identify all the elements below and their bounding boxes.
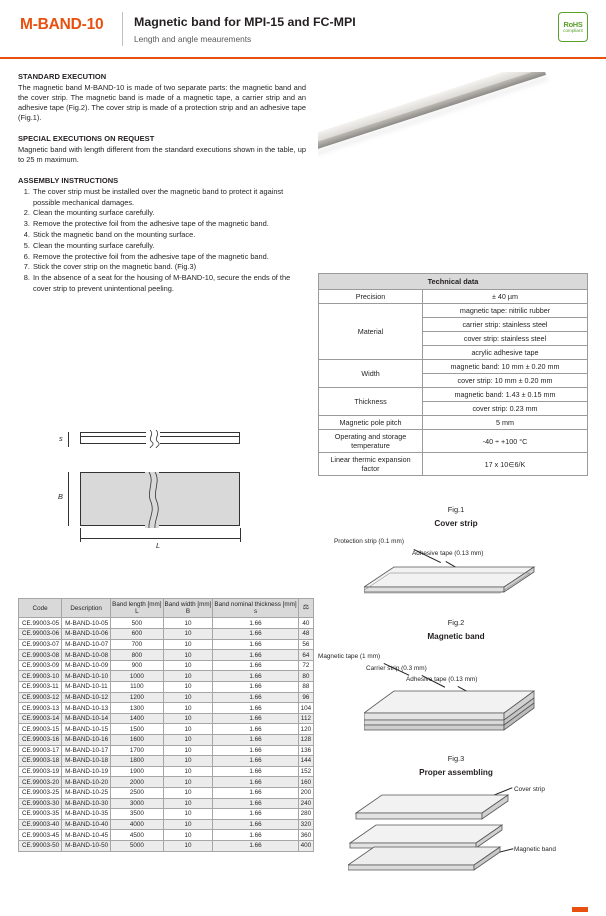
fig3-caption: Fig.3	[447, 754, 465, 763]
tech-value-thickness-1: magnetic band: 1.43 ± 0.15 mm	[423, 388, 588, 402]
cell-weight: 280	[298, 809, 314, 820]
table-row	[19, 639, 314, 650]
cell-description: M-BAND-10-50	[62, 840, 111, 851]
fig1-label-protection-strip: Protection strip (0.1 mm)	[334, 538, 404, 545]
list-item: 3. Remove the protective foil from the adhesive tape of the magnetic band.	[32, 219, 306, 229]
col-header-band-width-line1: Band width [mm]	[164, 601, 212, 608]
dimension-drawing	[56, 410, 266, 570]
order-table-header-row	[19, 599, 314, 618]
fig3-title: Proper assembling	[419, 768, 493, 777]
cell-length: 1600	[111, 735, 163, 746]
cell-description: M-BAND-10-40	[62, 819, 111, 830]
order-table	[18, 598, 314, 852]
dim-s-line	[68, 432, 69, 447]
cell-description: M-BAND-10-14	[62, 713, 111, 724]
table-row	[19, 787, 314, 798]
cell-description: M-BAND-10-13	[62, 703, 111, 714]
cell-code: CE.99003-45	[19, 830, 62, 841]
cell-length: 1700	[111, 745, 163, 756]
dim-label-l: L	[156, 541, 161, 550]
cell-weight: 64	[298, 650, 314, 661]
cell-thickness: 1.66	[213, 629, 298, 640]
table-row	[19, 692, 314, 703]
cell-code: CE.99003-05	[19, 618, 62, 629]
cell-width: 10	[163, 830, 213, 841]
cell-code: CE.99003-08	[19, 650, 62, 661]
cell-width: 10	[163, 819, 213, 830]
cell-description: M-BAND-10-05	[62, 618, 111, 629]
cell-width: 10	[163, 671, 213, 682]
cell-thickness: 1.66	[213, 671, 298, 682]
cell-weight: 128	[298, 735, 314, 746]
table-row	[319, 290, 588, 304]
fig2-caption: Fig.2	[447, 618, 465, 627]
cell-length: 1800	[111, 756, 163, 767]
cell-code: CE.99003-11	[19, 682, 62, 693]
cell-code: CE.99003-40	[19, 819, 62, 830]
cell-code: CE.99003-10	[19, 671, 62, 682]
tech-label-thickness: Thickness	[319, 388, 423, 416]
cell-weight: 360	[298, 830, 314, 841]
list-item: 1. The cover strip must be installed over the magnetic band to protect it against possible mechanical damages.	[32, 187, 306, 207]
table-row	[19, 660, 314, 671]
cell-weight: 240	[298, 798, 314, 809]
cell-width: 10	[163, 692, 213, 703]
technical-data-header: Technical data	[319, 274, 588, 290]
cell-thickness: 1.66	[213, 692, 298, 703]
col-header-band-thickness-line1: Band nominal thickness [mm]	[214, 601, 297, 608]
cell-width: 10	[163, 713, 213, 724]
list-item: 5. Clean the mounting surface carefully.	[32, 241, 306, 251]
cell-description: M-BAND-10-08	[62, 650, 111, 661]
rohs-label-primary: RoHS	[563, 19, 583, 29]
col-header-band-length	[111, 599, 163, 618]
cell-weight: 160	[298, 777, 314, 788]
dim-b-line	[68, 472, 69, 526]
cell-description: M-BAND-10-20	[62, 777, 111, 788]
cell-weight: 40	[298, 618, 314, 629]
cell-description: M-BAND-10-19	[62, 766, 111, 777]
fig2-label-adhesive-tape: Adhesive tape (0.13 mm)	[406, 676, 478, 683]
cell-description: M-BAND-10-16	[62, 735, 111, 746]
cell-code: CE.99003-35	[19, 809, 62, 820]
dim-l-tick-right	[240, 528, 241, 542]
list-item: 8. In the absence of a seat for the housing of M-BAND-10, secure the ends of the cover strip to prevent unintentional peeling.	[32, 273, 306, 293]
tech-value-material-4: acrylic adhesive tape	[423, 346, 588, 360]
tech-label-temperature: Operating and storage temperature	[319, 430, 423, 453]
fig1-label-adhesive-tape: Adhesive tape (0.13 mm)	[412, 550, 484, 557]
cell-width: 10	[163, 682, 213, 693]
cell-weight: 72	[298, 660, 314, 671]
top-view-box	[80, 472, 240, 526]
cell-weight: 200	[298, 787, 314, 798]
cell-code: CE.99003-07	[19, 639, 62, 650]
tech-value-precision: ± 40 µm	[423, 290, 588, 304]
cell-length: 4500	[111, 830, 163, 841]
cell-width: 10	[163, 787, 213, 798]
list-item: 7. Stick the cover strip on the magnetic band. (Fig.3)	[32, 262, 306, 272]
cell-thickness: 1.66	[213, 639, 298, 650]
cell-code: CE.99003-09	[19, 660, 62, 671]
cell-thickness: 1.66	[213, 682, 298, 693]
technical-data-table	[318, 273, 588, 476]
table-row	[19, 840, 314, 851]
cell-weight: 56	[298, 639, 314, 650]
col-header-code: Code	[19, 599, 62, 618]
fig3-proper-assembling-drawing	[348, 791, 528, 871]
cell-description: M-BAND-10-09	[62, 660, 111, 671]
table-row	[319, 304, 588, 318]
table-row	[19, 618, 314, 629]
fig1-cover-strip-drawing	[364, 561, 554, 609]
col-header-description: Description	[62, 599, 111, 618]
section-body-standard-execution: The magnetic band M-BAND-10 is made of two separate parts: the magnetic band and the cover strip. The magnetic band is made of a magnetic tape, a carrier strip and an adhesive tape (Fig.2). The cover strip is made of a protection strip and an adhesive tape (Fig.1).	[18, 83, 306, 123]
tech-value-material-1: magnetic tape: nitrilic rubber	[423, 304, 588, 318]
rohs-label-secondary: compliant	[563, 27, 583, 33]
tech-value-material-3: cover strip: stainless steel	[423, 332, 588, 346]
col-header-band-thickness	[213, 599, 298, 618]
cell-description: M-BAND-10-15	[62, 724, 111, 735]
fig2-label-carrier-strip: Carrier strip (0.3 mm)	[366, 665, 427, 672]
cell-width: 10	[163, 618, 213, 629]
cell-length: 1200	[111, 692, 163, 703]
section-body-special-executions: Magnetic band with length different from the standard executions shown in the table, up to 25 m maximum.	[18, 145, 306, 165]
col-header-band-width-line2: B	[185, 608, 191, 616]
cell-thickness: 1.66	[213, 819, 298, 830]
cell-width: 10	[163, 777, 213, 788]
cell-length: 1100	[111, 682, 163, 693]
page-header	[0, 0, 606, 58]
cell-description: M-BAND-10-17	[62, 745, 111, 756]
tech-label-expansion: Linear thermic expansion factor	[319, 453, 423, 476]
cell-description: M-BAND-10-45	[62, 830, 111, 841]
cell-weight: 144	[298, 756, 314, 767]
cell-code: CE.99003-15	[19, 724, 62, 735]
footer-accent-mark	[572, 907, 588, 912]
cell-thickness: 1.66	[213, 840, 298, 851]
cell-thickness: 1.66	[213, 650, 298, 661]
table-row	[19, 713, 314, 724]
cell-thickness: 1.66	[213, 713, 298, 724]
cell-code: CE.99003-18	[19, 756, 62, 767]
list-item: 4. Stick the magnetic band on the mounting surface.	[32, 230, 306, 240]
table-row	[19, 766, 314, 777]
table-row	[19, 830, 314, 841]
col-header-weight	[298, 599, 314, 618]
table-row	[319, 416, 588, 430]
order-table-body	[19, 618, 314, 851]
strip-lower-layer	[80, 437, 240, 444]
tech-value-thickness-2: cover strip: 0.23 mm	[423, 402, 588, 416]
tech-value-material-2: carrier strip: stainless steel	[423, 318, 588, 332]
tech-value-pole-pitch: 5 mm	[423, 416, 588, 430]
cell-code: CE.99003-16	[19, 735, 62, 746]
cell-thickness: 1.66	[213, 766, 298, 777]
cell-length: 1000	[111, 671, 163, 682]
cell-description: M-BAND-10-12	[62, 692, 111, 703]
fig2-title: Magnetic band	[427, 632, 485, 641]
side-view-strip	[80, 432, 240, 446]
cell-weight: 136	[298, 745, 314, 756]
col-header-band-thickness-line2: s	[253, 608, 258, 616]
cell-thickness: 1.66	[213, 809, 298, 820]
table-row	[319, 453, 588, 476]
cell-description: M-BAND-10-18	[62, 756, 111, 767]
table-row	[19, 745, 314, 756]
fig3-label-cover-strip: Cover strip	[514, 786, 545, 793]
cell-weight: 120	[298, 724, 314, 735]
break-line-icon	[146, 430, 160, 448]
break-line-icon	[145, 472, 159, 528]
fig3-label-magnetic-band: Magnetic band	[514, 846, 556, 853]
fig1-title: Cover strip	[434, 519, 478, 528]
cell-description: M-BAND-10-30	[62, 798, 111, 809]
cell-width: 10	[163, 745, 213, 756]
cell-width: 10	[163, 639, 213, 650]
cell-length: 1500	[111, 724, 163, 735]
header-rule	[0, 57, 606, 59]
table-row	[19, 777, 314, 788]
table-row	[19, 682, 314, 693]
table-row	[19, 819, 314, 830]
cell-thickness: 1.66	[213, 777, 298, 788]
cell-length: 1900	[111, 766, 163, 777]
cell-length: 5000	[111, 840, 163, 851]
cell-thickness: 1.66	[213, 830, 298, 841]
cell-width: 10	[163, 660, 213, 671]
cell-thickness: 1.66	[213, 660, 298, 671]
cell-width: 10	[163, 756, 213, 767]
table-row	[19, 629, 314, 640]
section-title-assembly-instructions: ASSEMBLY INSTRUCTIONS	[18, 176, 119, 186]
cell-thickness: 1.66	[213, 756, 298, 767]
table-row	[19, 809, 314, 820]
cell-description: M-BAND-10-25	[62, 787, 111, 798]
list-item: 6. Remove the protective foil from the adhesive tape of the magnetic band.	[32, 252, 306, 262]
cell-thickness: 1.66	[213, 703, 298, 714]
cell-length: 2500	[111, 787, 163, 798]
cell-length: 2000	[111, 777, 163, 788]
tech-label-width: Width	[319, 360, 423, 388]
tech-label-material: Material	[319, 304, 423, 360]
dim-l-tick-left	[80, 528, 81, 542]
cell-width: 10	[163, 650, 213, 661]
cell-thickness: 1.66	[213, 618, 298, 629]
tech-value-expansion: 17 x 10∈6/K	[423, 453, 588, 476]
header-divider	[122, 12, 123, 46]
product-photo	[318, 72, 588, 264]
break-symbol-top	[145, 472, 159, 528]
cell-code: CE.99003-12	[19, 692, 62, 703]
tech-label-precision: Precision	[319, 290, 423, 304]
table-row	[19, 650, 314, 661]
cell-thickness: 1.66	[213, 724, 298, 735]
tech-value-width-2: cover strip: 10 mm ± 0.20 mm	[423, 374, 588, 388]
cell-weight: 112	[298, 713, 314, 724]
dim-label-b: B	[58, 492, 63, 501]
cell-width: 10	[163, 798, 213, 809]
table-row	[19, 756, 314, 767]
col-header-band-length-line2: L	[135, 608, 139, 616]
cell-weight: 80	[298, 671, 314, 682]
cell-length: 600	[111, 629, 163, 640]
cell-description: M-BAND-10-11	[62, 682, 111, 693]
cell-width: 10	[163, 703, 213, 714]
cell-width: 10	[163, 809, 213, 820]
cell-weight: 320	[298, 819, 314, 830]
dim-l-line	[80, 538, 240, 539]
table-row	[19, 671, 314, 682]
tech-label-pole-pitch: Magnetic pole pitch	[319, 416, 423, 430]
cell-code: CE.99003-06	[19, 629, 62, 640]
cell-weight: 400	[298, 840, 314, 851]
table-row	[19, 724, 314, 735]
page-subtitle: Length and angle meaurements	[134, 34, 252, 44]
magnetic-band-photo-object	[318, 72, 564, 206]
cell-code: CE.99003-14	[19, 713, 62, 724]
weight-scale-icon: ⚖	[302, 604, 310, 612]
cell-code: CE.99003-20	[19, 777, 62, 788]
fig2-magnetic-band-drawing	[364, 687, 554, 745]
cell-thickness: 1.66	[213, 735, 298, 746]
cell-code: CE.99003-50	[19, 840, 62, 851]
band-shadow	[318, 75, 549, 157]
figures-panel	[318, 505, 594, 905]
tech-value-width-1: magnetic band: 10 mm ± 0.20 mm	[423, 360, 588, 374]
cell-length: 1400	[111, 713, 163, 724]
cell-thickness: 1.66	[213, 787, 298, 798]
cell-width: 10	[163, 766, 213, 777]
cell-length: 800	[111, 650, 163, 661]
break-symbol-side	[146, 430, 160, 448]
cell-length: 900	[111, 660, 163, 671]
cell-width: 10	[163, 735, 213, 746]
cell-weight: 88	[298, 682, 314, 693]
cell-width: 10	[163, 840, 213, 851]
rohs-compliant-icon	[558, 12, 588, 42]
cell-weight: 152	[298, 766, 314, 777]
left-text-column	[18, 72, 306, 294]
cell-description: M-BAND-10-10	[62, 671, 111, 682]
table-row	[319, 430, 588, 453]
section-title-special-executions: SPECIAL EXECUTIONS ON REQUEST	[18, 134, 155, 144]
page-title: Magnetic band for MPI-15 and FC-MPI	[134, 15, 356, 29]
cell-width: 10	[163, 724, 213, 735]
fig2-label-magnetic-tape: Magnetic tape (1 mm)	[318, 653, 381, 660]
cell-description: M-BAND-10-35	[62, 809, 111, 820]
cell-length: 3000	[111, 798, 163, 809]
cell-width: 10	[163, 629, 213, 640]
assembly-steps-list	[18, 187, 306, 293]
cell-weight: 96	[298, 692, 314, 703]
cell-length: 4000	[111, 819, 163, 830]
cell-description: M-BAND-10-06	[62, 629, 111, 640]
tech-value-temperature: -40 ÷ +100 °C	[423, 430, 588, 453]
cell-length: 1300	[111, 703, 163, 714]
cell-code: CE.99003-13	[19, 703, 62, 714]
cell-weight: 48	[298, 629, 314, 640]
cell-length: 500	[111, 618, 163, 629]
table-row	[319, 360, 588, 374]
cell-thickness: 1.66	[213, 745, 298, 756]
cell-length: 700	[111, 639, 163, 650]
fig1-caption: Fig.1	[447, 505, 465, 514]
cell-weight: 104	[298, 703, 314, 714]
col-header-band-length-line1: Band length [mm]	[112, 601, 162, 608]
table-row	[19, 735, 314, 746]
cell-code: CE.99003-25	[19, 787, 62, 798]
table-row	[19, 798, 314, 809]
section-title-standard-execution: STANDARD EXECUTION	[18, 72, 107, 81]
cell-thickness: 1.66	[213, 798, 298, 809]
cell-code: CE.99003-17	[19, 745, 62, 756]
list-item: 2. Clean the mounting surface carefully.	[32, 208, 306, 218]
table-row	[319, 388, 588, 402]
cell-length: 3500	[111, 809, 163, 820]
table-row	[19, 703, 314, 714]
cell-description: M-BAND-10-07	[62, 639, 111, 650]
col-header-band-width	[163, 599, 213, 618]
dim-label-s: s	[59, 434, 63, 443]
cell-code: CE.99003-19	[19, 766, 62, 777]
cell-code: CE.99003-30	[19, 798, 62, 809]
product-code: M-BAND-10	[20, 16, 104, 33]
